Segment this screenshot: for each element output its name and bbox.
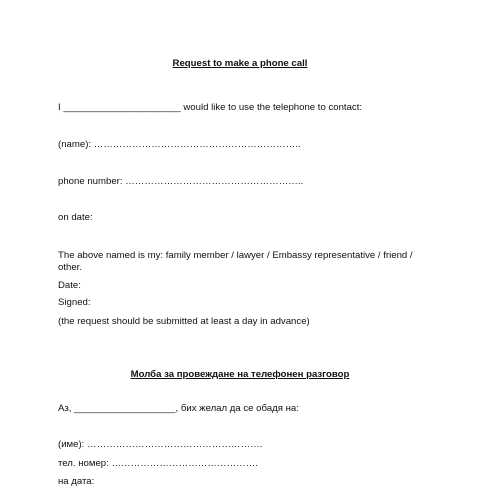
bulgarian-intro-line: Аз, ___________________, бих желал да се обадя на: — [58, 403, 299, 414]
english-phone-line: phone number: ……………………………………………….. — [58, 176, 304, 187]
english-note-line: (the request should be submitted at least a day in advance) — [58, 316, 310, 327]
bulgarian-date-line: на дата: — [58, 476, 95, 487]
english-date-line: Date: — [58, 280, 81, 291]
english-intro-line: I ______________________ would like to use the telephone to contact: — [58, 102, 363, 113]
english-signed-line: Signed: — [58, 297, 91, 308]
english-relation-line: The above named is my: family member / lawyer / Embassy representative / friend / other. — [58, 250, 413, 273]
english-name-line: (name): ……………………………………………………….. — [58, 139, 301, 150]
bulgarian-name-line: (име): ………………………………………………. — [58, 439, 263, 450]
bulgarian-title: Молба за провеждане на телефонен разговор — [130, 369, 350, 380]
bulgarian-phone-line: тел. номер: ………………………………………. — [58, 458, 259, 469]
english-on-date-line: on date: — [58, 212, 93, 223]
english-title: Request to make a phone call — [172, 58, 308, 69]
